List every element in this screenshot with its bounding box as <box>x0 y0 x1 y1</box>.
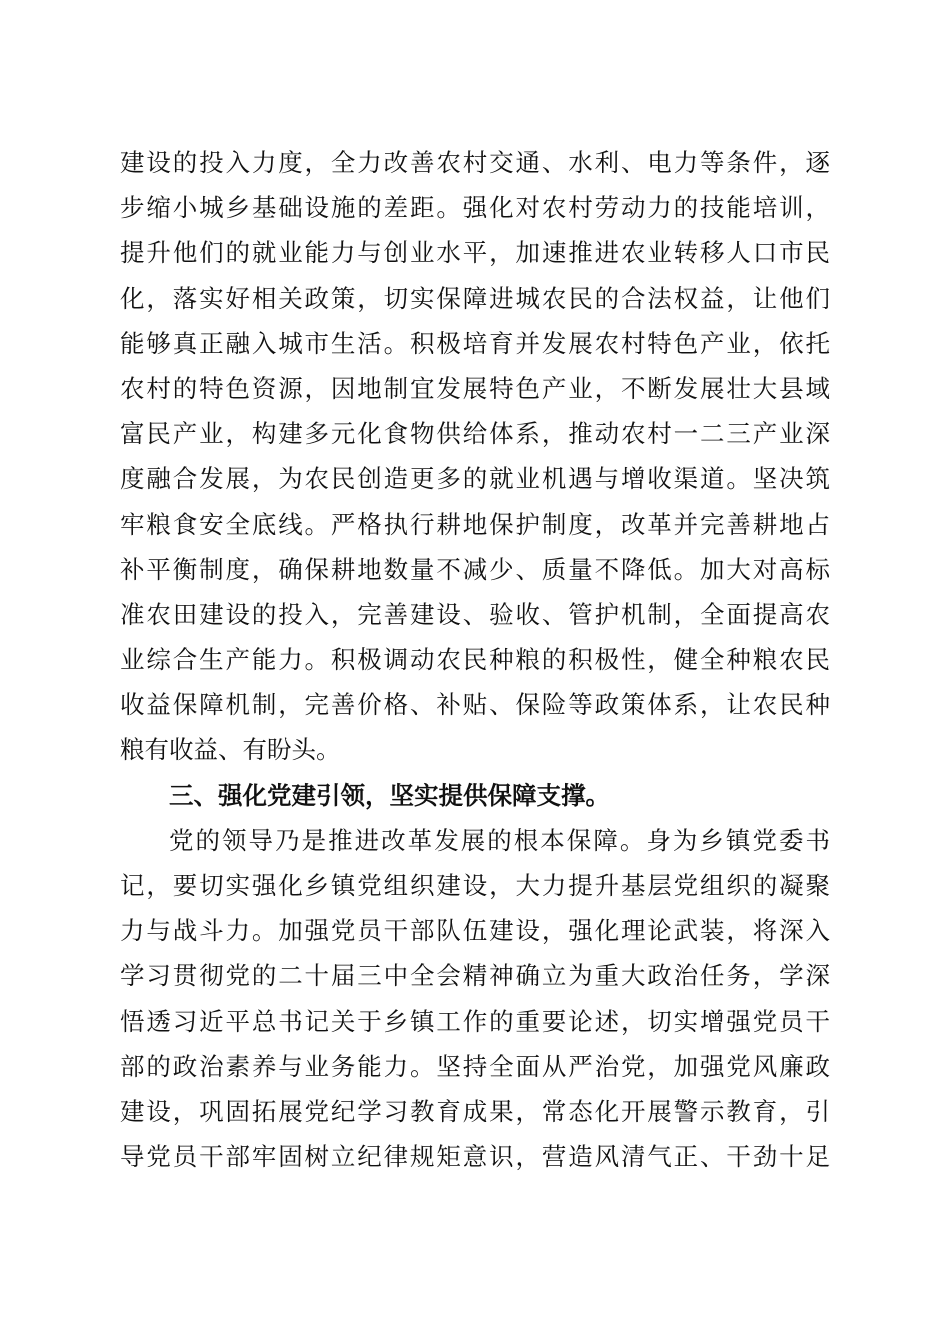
text-line: 能够真正融入城市生活。积极培育并发展农村特色产业，依托 <box>120 328 830 358</box>
text-line: 粮有收益、有盼头。 <box>120 735 341 765</box>
text-line: 业综合生产能力。积极调动农民种粮的积极性，健全种粮农民 <box>120 645 830 675</box>
text-line: 力与战斗力。加强党员干部队伍建设，强化理论武装，将深入 <box>120 916 830 946</box>
text-line: 党的领导乃是推进改革发展的根本保障。身为乡镇党委书 <box>169 825 830 855</box>
text-line: 建设，巩固拓展党纪学习教育成果，常态化开展警示教育，引 <box>120 1096 830 1126</box>
text-line: 收益保障机制，完善价格、补贴、保险等政策体系，让农民种 <box>120 690 830 720</box>
text-line: 建设的投入力度，全力改善农村交通、水利、电力等条件，逐 <box>120 148 830 177</box>
paragraph <box>120 818 830 1180</box>
text-line: 补平衡制度，确保耕地数量不减少、质量不降低。加大对高标 <box>120 554 830 584</box>
text-line: 农村的特色资源，因地制宜发展特色产业，不断发展壮大县域 <box>120 373 830 403</box>
section-heading: 三、强化党建引领，坚实提供保障支撑。 <box>169 780 610 810</box>
text-line: 导党员干部牢固树立纪律规矩意识，营造风清气正、干劲十足 <box>120 1142 830 1172</box>
text-line: 准农田建设的投入，完善建设、验收、管护机制，全面提高农 <box>120 599 830 629</box>
text-line: 记，要切实强化乡镇党组织建设，大力提升基层党组织的凝聚 <box>120 871 830 900</box>
text-line: 提升他们的就业能力与创业水平，加速推进农业转移人口市民 <box>120 238 830 268</box>
text-line: 度融合发展，为农民创造更多的就业机遇与增收渠道。坚决筑 <box>120 464 830 494</box>
text-line: 学习贯彻党的二十届三中全会精神确立为重大政治任务，学深 <box>120 961 830 991</box>
text-line: 悟透习近平总书记关于乡镇工作的重要论述，切实增强党员干 <box>120 1006 830 1036</box>
text-line: 富民产业，构建多元化食物供给体系，推动农村一二三产业深 <box>120 419 830 449</box>
text-line: 牢粮食安全底线。严格执行耕地保护制度，改革并完善耕地占 <box>120 509 830 539</box>
text-line: 步缩小城乡基础设施的差距。强化对农村劳动力的技能培训， <box>120 193 830 223</box>
paragraph-continued <box>120 140 830 773</box>
text-line: 化，落实好相关政策，切实保障进城农民的合法权益，让他们 <box>120 283 830 313</box>
text-line: 部的政治素养与业务能力。坚持全面从严治党，加强党风廉政 <box>120 1051 830 1081</box>
document-body <box>120 140 830 1179</box>
